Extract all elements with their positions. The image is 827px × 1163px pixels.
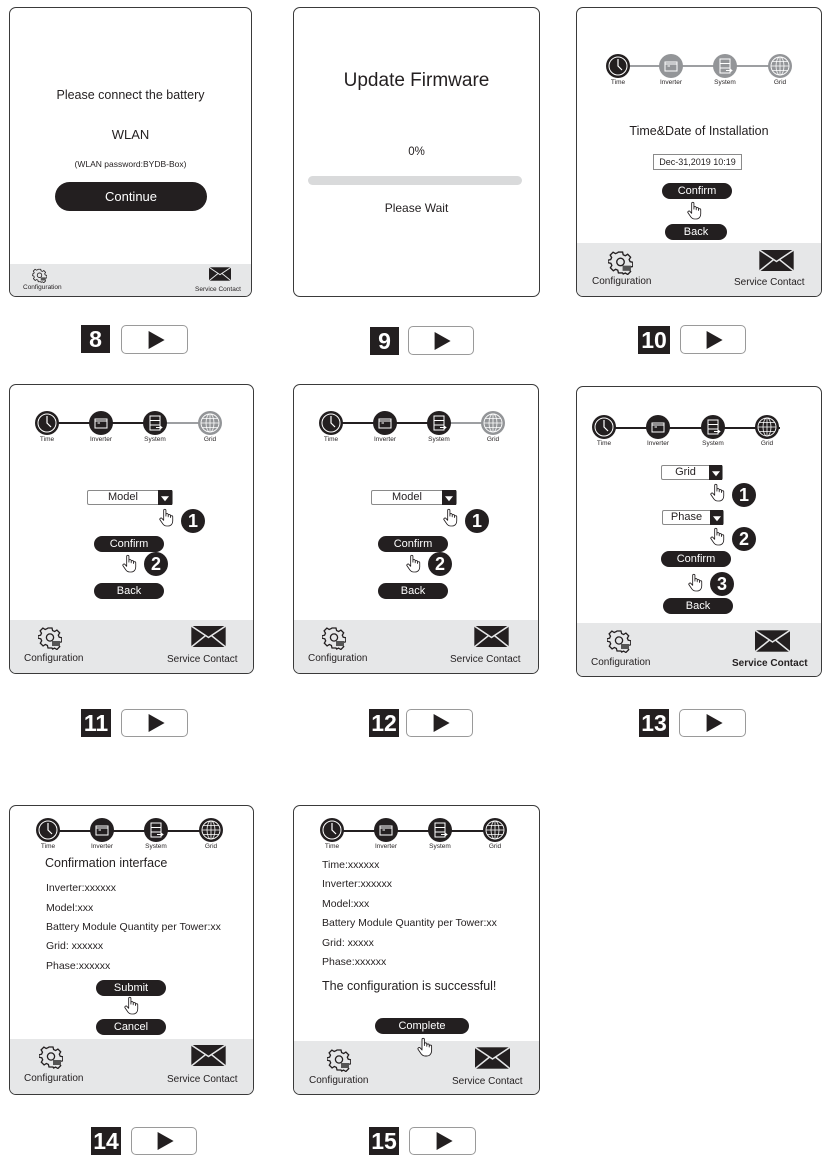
service-contact-label[interactable]: Service Contact — [732, 658, 808, 669]
gear-icon[interactable] — [608, 250, 633, 275]
envelope-icon[interactable] — [475, 1047, 510, 1069]
footer-bar — [577, 623, 821, 676]
footer-bar — [294, 620, 538, 673]
continue-button[interactable]: Continue — [55, 182, 207, 211]
step-label-grid: Grid — [203, 436, 217, 443]
step-label-inverter: Inverter — [646, 440, 670, 447]
globe-icon — [768, 54, 792, 78]
next-step-button-15[interactable] — [409, 1127, 476, 1155]
callout-2: 2 — [144, 552, 168, 576]
footer-bar — [577, 243, 821, 296]
chevron-down-icon[interactable] — [710, 510, 723, 525]
progress-bar — [308, 176, 522, 185]
system-icon — [143, 411, 167, 435]
step-label-grid: Grid — [486, 436, 500, 443]
model-dropdown-value: Model — [392, 491, 422, 503]
next-step-button-10[interactable] — [680, 325, 746, 354]
tap-hand-icon — [405, 553, 422, 574]
phase-dropdown[interactable] — [662, 510, 724, 525]
inverter-icon — [373, 411, 397, 435]
screen-grid-phase-select — [576, 386, 822, 677]
screen-confirmation — [9, 805, 254, 1095]
step-number-15: 15 — [369, 1127, 399, 1155]
tap-hand-icon — [123, 995, 140, 1016]
step-number-12: 12 — [369, 709, 399, 737]
envelope-icon[interactable] — [209, 267, 231, 281]
model-dropdown[interactable] — [371, 490, 457, 505]
clock-icon — [592, 415, 616, 439]
step-label-inverter: Inverter — [89, 436, 113, 443]
inverter-icon — [374, 818, 398, 842]
step-label-system: System — [428, 436, 450, 443]
step-label-time: Time — [610, 79, 626, 86]
screen-model-select-a — [9, 384, 254, 674]
tap-hand-icon — [687, 572, 704, 593]
next-step-button-14[interactable] — [131, 1127, 197, 1155]
globe-icon — [483, 818, 507, 842]
model-dropdown[interactable] — [87, 490, 173, 505]
step-label-grid: Grid — [488, 843, 502, 850]
gear-icon[interactable] — [607, 629, 631, 653]
configuration-label[interactable]: Configuration — [24, 1073, 84, 1084]
system-icon — [427, 411, 451, 435]
model-dropdown-value: Model — [108, 491, 138, 503]
step-label-grid: Grid — [760, 440, 774, 447]
summary-battery-modules: Battery Module Quantity per Tower:xx — [46, 921, 221, 933]
envelope-icon[interactable] — [191, 626, 226, 647]
progress-stepper — [294, 818, 540, 858]
success-message: The configuration is successful! — [322, 979, 497, 993]
datetime-input[interactable]: Dec-31,2019 10:19 — [653, 154, 742, 170]
wlan-label: WLAN — [111, 127, 150, 142]
confirm-button[interactable]: Confirm — [661, 551, 731, 567]
step-number-14: 14 — [91, 1127, 121, 1155]
back-button[interactable]: Back — [378, 583, 448, 599]
service-contact-label[interactable]: Service Contact — [167, 654, 238, 665]
confirm-button[interactable]: Confirm — [378, 536, 448, 552]
progress-stepper — [577, 52, 822, 92]
step-number-13: 13 — [639, 709, 669, 737]
configuration-label[interactable]: Configuration — [592, 276, 652, 287]
envelope-icon[interactable] — [474, 626, 509, 647]
summary-inverter: Inverter:xxxxxx — [46, 882, 117, 894]
service-contact-label[interactable]: Service Contact — [167, 1074, 238, 1085]
tap-hand-icon — [442, 507, 459, 528]
chevron-down-icon[interactable] — [158, 490, 172, 505]
progress-stepper — [577, 415, 822, 455]
step-number-8: 8 — [81, 325, 110, 353]
step-label-inverter: Inverter — [90, 843, 114, 850]
screen-time-date — [576, 7, 822, 297]
step-number-9: 9 — [370, 327, 399, 355]
please-wait-label: Please Wait — [384, 201, 449, 215]
cancel-button[interactable]: Cancel — [96, 1019, 166, 1035]
callout-2: 2 — [428, 552, 452, 576]
screen-connect-battery — [9, 7, 252, 297]
wlan-password-note: (WLAN password:BYDB-Box) — [74, 159, 187, 169]
configuration-label[interactable]: Configuration — [309, 1075, 369, 1086]
envelope-icon[interactable] — [191, 1045, 226, 1066]
gear-icon[interactable] — [327, 1048, 351, 1072]
summary-phase: Phase:xxxxxx — [322, 956, 387, 968]
tap-hand-icon — [121, 553, 138, 574]
progress-stepper — [294, 411, 539, 451]
step-number-10: 10 — [638, 326, 670, 354]
tap-hand-icon — [709, 526, 726, 547]
footer-bar — [10, 620, 253, 673]
back-button[interactable]: Back — [94, 583, 164, 599]
summary-phase: Phase:xxxxxx — [46, 960, 111, 972]
step-label-inverter: Inverter — [373, 436, 397, 443]
inverter-icon — [646, 415, 670, 439]
step-label-time: Time — [323, 436, 339, 443]
tap-hand-icon — [686, 200, 703, 221]
envelope-icon[interactable] — [755, 630, 790, 652]
next-step-button-13[interactable] — [679, 709, 746, 737]
submit-button[interactable]: Submit — [96, 980, 166, 996]
envelope-icon[interactable] — [759, 250, 794, 271]
gear-icon[interactable] — [322, 626, 346, 650]
clock-icon — [35, 411, 59, 435]
step-label-system: System — [429, 843, 451, 850]
gear-icon[interactable] — [38, 626, 62, 650]
gear-icon[interactable] — [32, 268, 47, 283]
confirmation-title: Confirmation interface — [45, 856, 168, 870]
confirm-button[interactable]: Confirm — [94, 536, 164, 552]
tap-hand-icon — [416, 1036, 434, 1058]
step-label-system: System — [702, 440, 724, 447]
progress-percent: 0% — [408, 146, 425, 158]
clock-icon — [319, 411, 343, 435]
next-step-button-8[interactable] — [121, 325, 188, 354]
phase-dropdown-value: Phase — [670, 511, 703, 523]
back-button[interactable]: Back — [665, 224, 727, 240]
globe-icon — [481, 411, 505, 435]
next-step-button-11[interactable] — [121, 709, 188, 737]
step-label-grid: Grid — [773, 79, 787, 86]
next-step-button-12[interactable] — [406, 709, 473, 737]
service-contact-label[interactable]: Service Contact — [734, 277, 805, 288]
tap-hand-icon — [709, 482, 726, 503]
progress-stepper — [10, 818, 254, 858]
update-firmware-title: Update Firmware — [343, 70, 490, 91]
clock-icon — [320, 818, 344, 842]
summary-time: Time:xxxxxx — [322, 859, 380, 871]
configuration-label[interactable]: Configuration — [591, 657, 651, 668]
configuration-label[interactable]: Configuration — [24, 653, 84, 664]
progress-stepper — [10, 411, 254, 451]
screen-model-select-b — [293, 384, 539, 674]
back-button[interactable]: Back — [663, 598, 733, 614]
next-step-button-9[interactable] — [408, 326, 474, 355]
summary-model: Model:xxx — [46, 902, 94, 914]
step-label-system: System — [714, 79, 736, 86]
step-label-time: Time — [324, 843, 340, 850]
connect-battery-title: Please connect the battery — [56, 88, 205, 102]
tap-hand-icon — [158, 507, 175, 528]
summary-inverter: Inverter:xxxxxx — [322, 878, 393, 890]
clock-icon — [606, 54, 630, 78]
callout-1: 1 — [465, 509, 489, 533]
callout-3: 3 — [710, 572, 734, 596]
screen-configuration-success — [293, 805, 540, 1095]
system-icon — [713, 54, 737, 78]
globe-icon — [199, 818, 223, 842]
globe-icon — [198, 411, 222, 435]
summary-battery-modules: Battery Module Quantity per Tower:xx — [322, 917, 497, 929]
configuration-label[interactable]: Configuration — [308, 653, 368, 664]
inverter-icon — [659, 54, 683, 78]
step-label-inverter: Inverter — [374, 843, 398, 850]
system-icon — [428, 818, 452, 842]
confirm-button[interactable]: Confirm — [662, 183, 732, 199]
step-label-time: Time — [596, 440, 612, 447]
grid-dropdown-value: Grid — [675, 466, 696, 478]
complete-button[interactable]: Complete — [375, 1018, 469, 1034]
service-contact-label[interactable]: Service Contact — [195, 286, 241, 293]
step-label-time: Time — [39, 436, 55, 443]
service-contact-label[interactable]: Service Contact — [450, 654, 521, 665]
callout-1: 1 — [732, 483, 756, 507]
system-icon — [701, 415, 725, 439]
footer-bar — [10, 264, 251, 296]
step-label-system: System — [144, 436, 166, 443]
callout-2: 2 — [732, 527, 756, 551]
step-label-system: System — [145, 843, 167, 850]
callout-1: 1 — [181, 509, 205, 533]
gear-icon[interactable] — [39, 1045, 63, 1069]
step-label-grid: Grid — [204, 843, 218, 850]
summary-model: Model:xxx — [322, 898, 370, 910]
step-label-inverter: Inverter — [659, 79, 683, 86]
inverter-icon — [89, 411, 113, 435]
summary-grid: Grid: xxxxx — [322, 937, 374, 949]
screen-update-firmware — [293, 7, 540, 297]
inverter-icon — [90, 818, 114, 842]
configuration-label[interactable]: Configuration — [23, 284, 62, 291]
chevron-down-icon[interactable] — [709, 465, 722, 480]
service-contact-label[interactable]: Service Contact — [452, 1076, 523, 1087]
step-number-11: 11 — [81, 709, 111, 737]
grid-dropdown[interactable] — [661, 465, 723, 480]
time-date-title: Time&Date of Installation — [629, 124, 769, 138]
step-label-time: Time — [40, 843, 56, 850]
chevron-down-icon[interactable] — [442, 490, 456, 505]
globe-icon — [755, 415, 779, 439]
footer-bar — [10, 1039, 253, 1094]
clock-icon — [36, 818, 60, 842]
system-icon — [144, 818, 168, 842]
summary-grid: Grid: xxxxxx — [46, 940, 104, 952]
